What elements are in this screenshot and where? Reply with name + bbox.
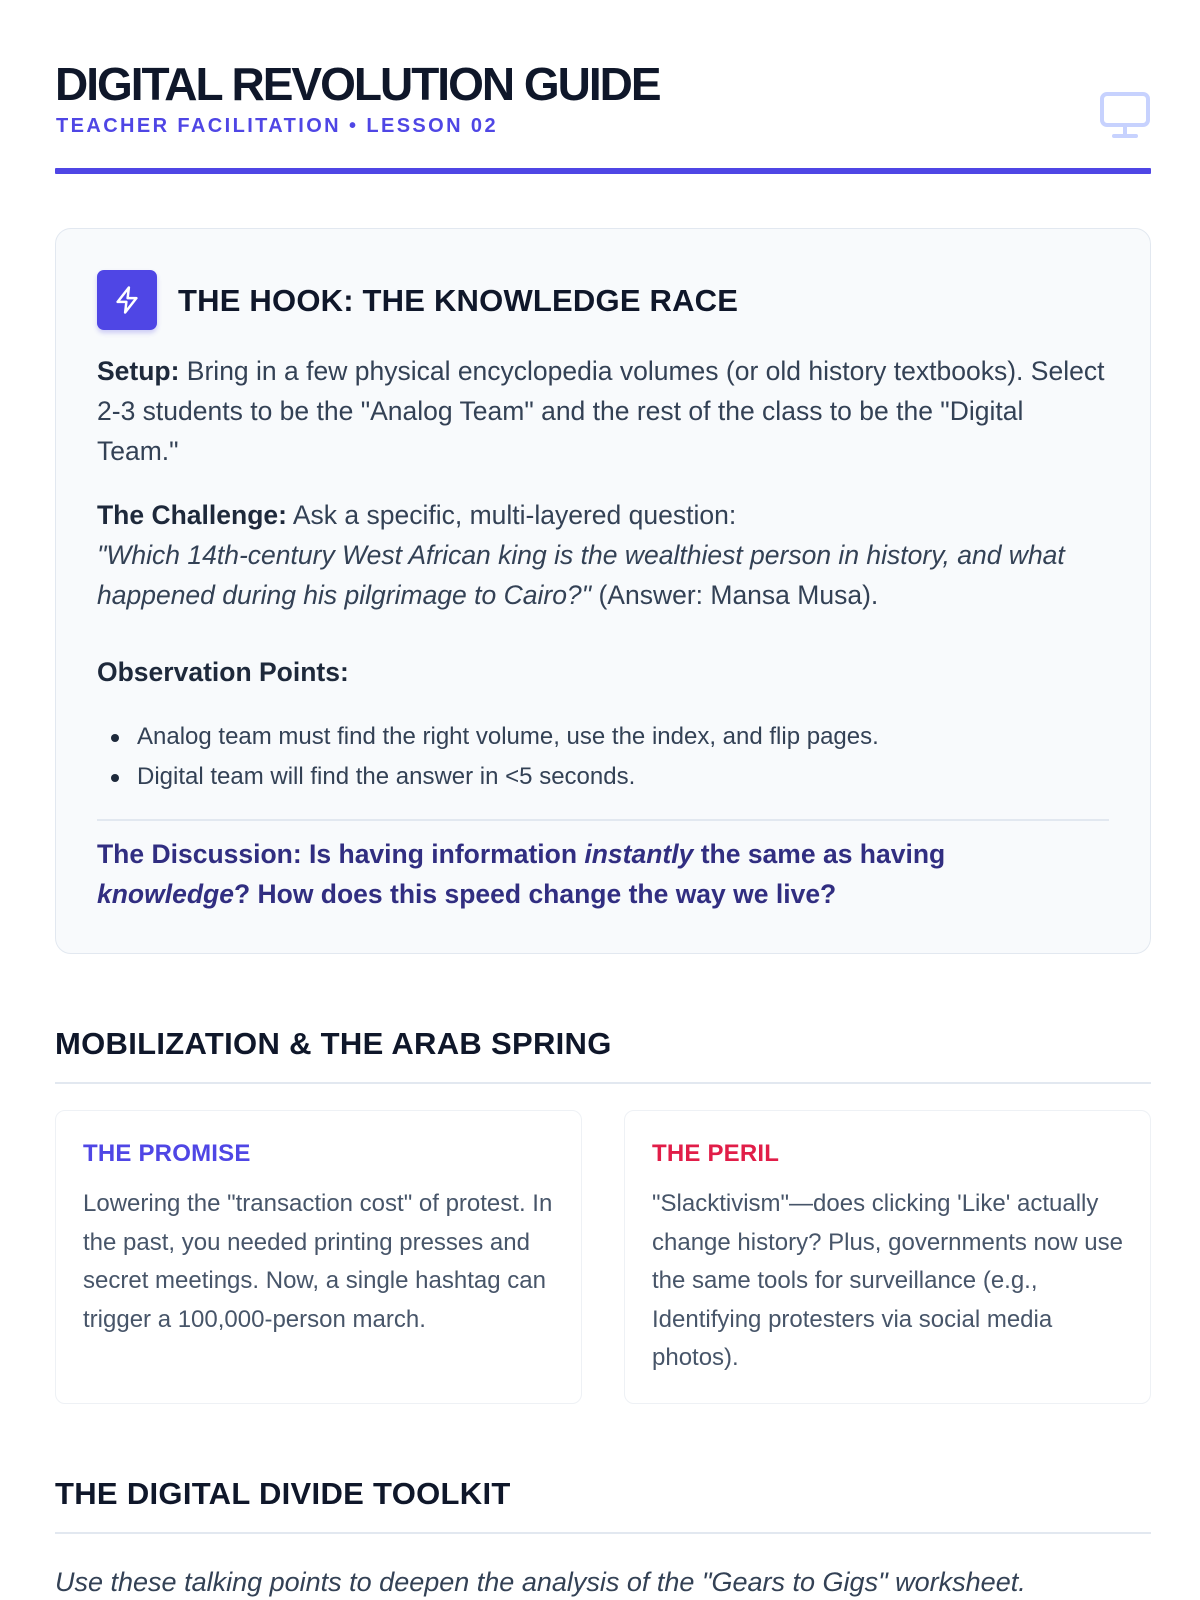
discussion-text-1: The Discussion: Is having information <box>97 839 585 869</box>
page-header <box>55 52 1151 174</box>
lightning-bolt-icon <box>112 285 142 315</box>
challenge-label: The Challenge: <box>97 500 287 530</box>
discussion-text-2: the same as having <box>693 839 946 869</box>
discussion-emphasis-instantly: instantly <box>584 839 694 869</box>
peril-card <box>624 1110 1151 1404</box>
challenge-text: Ask a specific, multi-layered question: <box>286 500 737 530</box>
hook-card <box>55 228 1151 954</box>
header-divider <box>55 168 1151 174</box>
setup-text: Bring in a few physical encyclopedia volumes (or old history textbooks). Select 2-3 students to be the "Analog Team" and the rest of the class to be the "Digital Team." <box>97 356 1105 466</box>
promise-text: Lowering the "transaction cost" of protest. In the past, you needed printing presses and secret meetings. Now, a single hashtag can trigger a 100,000-person march. <box>83 1190 553 1333</box>
list-item: Digital team will find the answer in <5 seconds. <box>97 757 1097 797</box>
challenge-answer: (Answer: Mansa Musa). <box>591 580 879 610</box>
list-item: Analog team must find the right volume, use the index, and flip pages. <box>97 717 1097 757</box>
peril-label: THE PERIL <box>652 1140 780 1167</box>
challenge-question: "Which 14th-century West African king is the wealthiest person in history, and what happened during his pilgrimage to Cairo?" <box>97 540 1065 610</box>
promise-card <box>55 1110 582 1404</box>
toolkit-heading: THE DIGITAL DIVIDE TOOLKIT <box>55 1476 511 1511</box>
challenge-paragraph <box>97 495 1107 615</box>
peril-text: "Slacktivism"—does clicking 'Like' actually change history? Plus, governments now use the same tools for surveillance (e.g., Identifying protesters via social media photos). <box>652 1190 1123 1371</box>
toolkit-intro: Use these talking points to deepen the analysis of the "Gears to Gigs" worksheet. <box>55 1567 1026 1597</box>
setup-paragraph <box>97 351 1107 471</box>
discussion-emphasis-knowledge: knowledge <box>97 879 234 909</box>
observation-list <box>97 717 1097 797</box>
lesson-page <box>55 0 1151 1600</box>
discussion-prompt <box>97 834 1097 914</box>
discussion-text-3: ? How does this speed change the way we live? <box>233 879 837 909</box>
hook-badge <box>97 270 157 330</box>
monitor-icon <box>1099 90 1151 140</box>
observation-title: Observation Points: <box>97 657 349 687</box>
page-title: DIGITAL REVOLUTION GUIDE <box>55 58 660 110</box>
hook-divider <box>97 819 1109 821</box>
page-subtitle: TEACHER FACILITATION • LESSON 02 <box>56 115 498 137</box>
mobilization-heading: MOBILIZATION & THE ARAB SPRING <box>55 1026 612 1061</box>
promise-label: THE PROMISE <box>83 1140 251 1167</box>
toolkit-divider <box>55 1532 1151 1534</box>
hook-title: THE HOOK: THE KNOWLEDGE RACE <box>178 283 739 318</box>
mobilization-divider <box>55 1082 1151 1084</box>
setup-label: Setup: <box>97 356 180 386</box>
